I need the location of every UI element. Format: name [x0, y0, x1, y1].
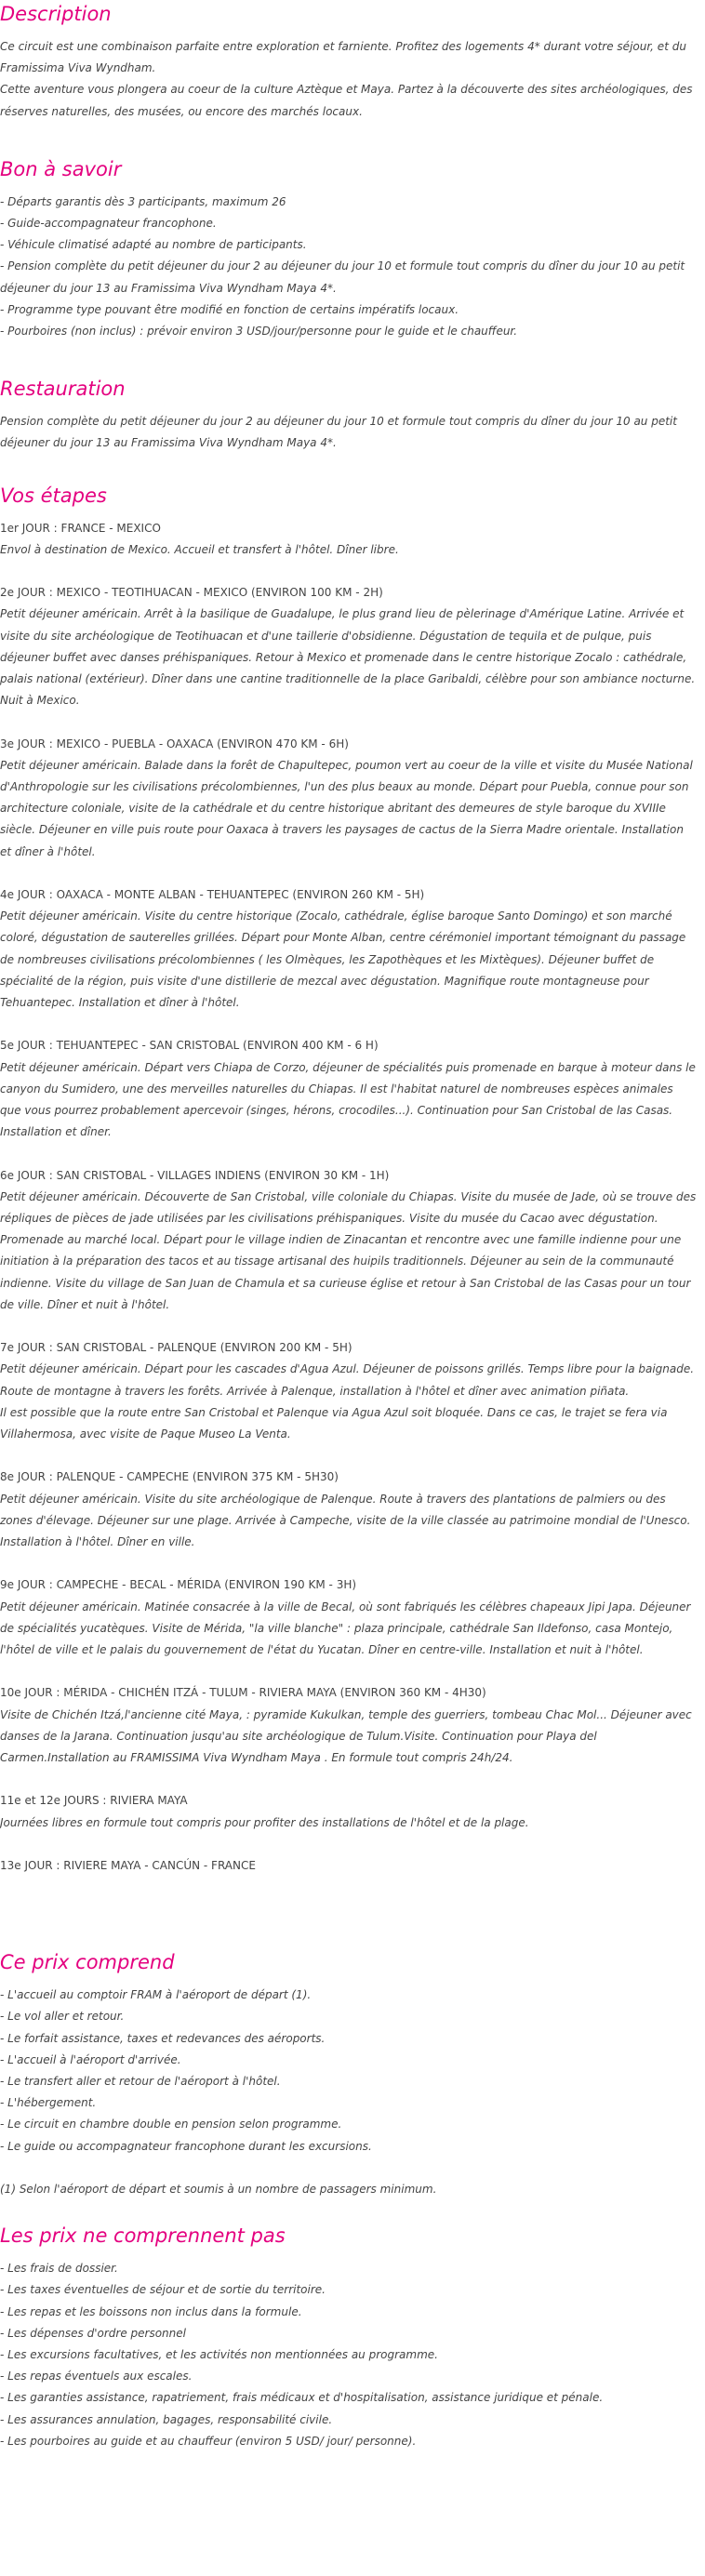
- description-section: [0, 0, 698, 123]
- step-title: 4e JOUR : OAXACA - MONTE ALBAN - TEHUANTEPEC (ENVIRON 260 KM - 5H): [0, 888, 425, 902]
- bon-a-savoir-item: - Pension complète du petit déjeuner du jour 2 au déjeuner du jour 10 et formule tout compris du dîner du jour 10 au petit déjeuner du jour 13 au Framissima Viva Wyndham Maya 4*.: [0, 259, 685, 295]
- prix-ne-comprend-pas-heading: Les prix ne comprennent pas: [0, 2224, 286, 2248]
- step-title: 8e JOUR : PALENQUE - CAMPECHE (ENVIRON 375 KM - 5H30): [0, 1470, 339, 1484]
- step-day-2: [0, 582, 698, 711]
- prix-comprend-item: - Le transfert aller et retour de l'aéroport à l'hôtel.: [0, 2075, 281, 2089]
- step-title: 10e JOUR : MÉRIDA - CHICHÉN ITZÁ - TULUM - RIVIERA MAYA (ENVIRON 360 KM - 4H30): [0, 1686, 486, 1700]
- step-text: Petit déjeuner américain. Départ pour les cascades d'Agua Azul. Déjeuner de poissons grillés. Temps libre pour la baignade. Route de montagne à travers les forêts. Arrivée à Palenque, installation à l'hôtel et dîner avec animation piñata.: [0, 1362, 695, 1398]
- prix-exclus-item: - Les repas éventuels aux escales.: [0, 2370, 193, 2383]
- step-text: Petit déjeuner américain. Départ vers Chiapa de Corzo, déjeuner de spécialités puis promenade en barque à moteur dans le canyon du Sumidero, une des merveilles naturelles du Chiapas. Il est l'habitat naturel de nombreuses espèces animales que vous pourrez probablement apercevoir (singes, hérons, crocodiles...). Continuation pour San Cristobal de las Casas. Installation et dîner.: [0, 1060, 696, 1139]
- prix-comprend-item: - L'hébergement.: [0, 2096, 97, 2110]
- step-day-9: [0, 1574, 698, 1661]
- step-title: 6e JOUR : SAN CRISTOBAL - VILLAGES INDIENS (ENVIRON 30 KM - 1H): [0, 1168, 390, 1182]
- restauration-heading: Restauration: [0, 378, 126, 401]
- step-text: Journées libres en formule tout compris pour profiter des installations de l'hôtel et de la plage.: [0, 1815, 529, 1829]
- prix-ne-comprend-pas-section: [0, 2223, 698, 2452]
- description-heading: Description: [0, 3, 112, 25]
- bon-a-savoir-item: - Véhicule climatisé adapté au nombre de participants.: [0, 238, 307, 252]
- step-day-7: [0, 1337, 698, 1445]
- prix-comprend-note: (1) Selon l'aéroport de départ et soumis à un nombre de passagers minimum.: [0, 2182, 437, 2196]
- bon-a-savoir-item: - Guide-accompagnateur francophone.: [0, 217, 217, 231]
- restauration-text: Pension complète du petit déjeuner du jour 2 au déjeuner du jour 10 et formule tout compris du dîner du jour 10 au petit déjeuner du jour 13 au Framissima Viva Wyndham Maya 4*.: [0, 415, 677, 450]
- step-text: Petit déjeuner américain. Balade dans la forêt de Chapultepec, poumon vert au coeur de la ville et visite du Musée National d'Anthropologie sur les civilisations précolombiennes, l'un des plus beaux au monde. Départ pour Puebla, connue pour son architecture coloniale, visite de la cathédrale et du centre historique abritant des demeures de style baroque du XVIIIe siècle. Déjeuner en ville puis route pour Oaxaca à travers les paysages de cactus de la Sierra Madre orientale. Installation et dîner à l'hôtel.: [0, 758, 693, 858]
- bon-a-savoir-heading: Bon à savoir: [0, 157, 122, 180]
- step-text: Petit déjeuner américain. Visite du centre historique (Zocalo, cathédrale, église baroque Santo Domingo) et son marché coloré, dégustation de sauterelles grillées. Départ pour Monte Alban, centre cérémoniel important témoignant du passage de nombreuses civilisations précolombiennes ( les Olmèques, les Zapothèques et les Mixtèques). Déjeuner buffet de spécialité de la région, puis visite d'une distillerie de mezcal avec dégustation. Magnifique route montagneuse pour Tehuantepec. Installation et dîner à l'hôtel.: [0, 910, 686, 1010]
- prix-comprend-item: - L'accueil à l'aéroport d'arrivée.: [0, 2052, 181, 2066]
- prix-exclus-item: - Les assurances annulation, bagages, responsabilité civile.: [0, 2412, 333, 2426]
- restauration-section: [0, 376, 698, 454]
- step-day-11-12: [0, 1790, 698, 1833]
- prix-exclus-item: - Les garanties assistance, rapatriement, frais médicaux et d'hospitalisation, assistance juridique et pénale.: [0, 2391, 604, 2405]
- step-day-3: [0, 734, 698, 863]
- prix-exclus-item: - Les excursions facultatives, et les activités non mentionnées au programme.: [0, 2347, 438, 2361]
- prix-comprend-item: - Le guide ou accompagnateur francophone durant les excursions.: [0, 2139, 372, 2153]
- bon-a-savoir-item: - Pourboires (non inclus) : prévoir environ 3 USD/jour/personne pour le guide et le chauffeur.: [0, 325, 518, 339]
- step-title: 1er JOUR : FRANCE - MEXICO: [0, 521, 161, 535]
- step-title: 9e JOUR : CAMPECHE - BECAL - MÉRIDA (ENVIRON 190 KM - 3H): [0, 1578, 357, 1592]
- bon-a-savoir-item: - Programme type pouvant être modifié en fonction de certains impératifs locaux.: [0, 302, 459, 316]
- step-text: Petit déjeuner américain. Matinée consacrée à la ville de Becal, où sont fabriqués les célèbres chapeaux Jipi Japa. Déjeuner de spécialités yucatèques. Visite de Mérida, "la ville blanche" : plaza principale, cathédrale San Ildefonso, casa Montejo, l'hôtel de ville et le palais du gouvernement de l'état du Yucatan. Dîner en centre-ville. Installation et nuit à l'hôtel.: [0, 1600, 691, 1657]
- prix-exclus-item: - Les pourboires au guide et au chauffeur (environ 5 USD/ jour/ personne).: [0, 2434, 417, 2448]
- description-paragraph-1: Ce circuit est une combinaison parfaite entre exploration et farniente. Profitez des logements 4* durant votre séjour, et du Framissima Viva Wyndham.: [0, 40, 686, 75]
- step-text: Envol à destination de Mexico. Accueil et transfert à l'hôtel. Dîner libre.: [0, 542, 399, 556]
- step-day-5: [0, 1035, 698, 1143]
- step-day-1: [0, 518, 698, 561]
- bon-a-savoir-section: [0, 156, 698, 342]
- step-text: Petit déjeuner américain. Visite du site archéologique de Palenque. Route à travers des plantations de palmiers ou des zones d'élevage. Déjeuner sur une plage. Arrivée à Campeche, visite de la ville classée au patrimoine mondial de l'Unesco. Installation à l'hôtel. Dîner en ville.: [0, 1492, 691, 1549]
- etapes-section: [0, 483, 698, 1878]
- step-day-10: [0, 1682, 698, 1769]
- prix-exclus-item: - Les frais de dossier.: [0, 2262, 118, 2276]
- prix-comprend-item: - Le circuit en chambre double en pension selon programme.: [0, 2118, 342, 2131]
- bon-a-savoir-item: - Départs garantis dès 3 participants, maximum 26: [0, 194, 286, 208]
- step-title: 5e JOUR : TEHUANTEPEC - SAN CRISTOBAL (ENVIRON 400 KM - 6 H): [0, 1039, 379, 1053]
- step-title: 11e et 12e JOURS : RIVIERA MAYA: [0, 1794, 188, 1808]
- step-day-6: [0, 1165, 698, 1316]
- step-title: 3e JOUR : MEXICO - PUEBLA - OAXACA (ENVIRON 470 KM - 6H): [0, 737, 349, 750]
- etapes-heading: Vos étapes: [0, 484, 107, 507]
- step-day-4: [0, 884, 698, 1014]
- prix-exclus-item: - Les taxes éventuelles de séjour et de sortie du territoire.: [0, 2283, 326, 2297]
- step-title: 13e JOUR : RIVIERE MAYA - CANCÚN - FRANCE: [0, 1859, 256, 1873]
- step-day-13: [0, 1855, 698, 1877]
- step-day-8: [0, 1467, 698, 1553]
- prix-comprend-item: - Le vol aller et retour.: [0, 2010, 125, 2024]
- prix-comprend-section: [0, 1949, 698, 2200]
- step-text: Il est possible que la route entre San Cristobal et Palenque via Agua Azul soit bloquée. Dans ce cas, le trajet se fera via Villahermosa, avec visite de Paque Museo La Venta.: [0, 1405, 668, 1441]
- prix-comprend-item: - L'accueil au comptoir FRAM à l'aéroport de départ (1).: [0, 1988, 312, 2002]
- prix-exclus-item: - Les repas et les boissons non inclus dans la formule.: [0, 2304, 302, 2318]
- step-title: 2e JOUR : MEXICO - TEOTIHUACAN - MEXICO (ENVIRON 100 KM - 2H): [0, 586, 383, 600]
- prix-comprend-item: - Le forfait assistance, taxes et redevances des aéroports.: [0, 2031, 326, 2045]
- step-title: 7e JOUR : SAN CRISTOBAL - PALENQUE (ENVIRON 200 KM - 5H): [0, 1341, 352, 1355]
- description-paragraph-2: Cette aventure vous plongera au coeur de la culture Aztèque et Maya. Partez à la découverte des sites archéologiques, des réserves naturelles, des musées, ou encore des marchés locaux.: [0, 83, 693, 118]
- prix-comprend-heading: Ce prix comprend: [0, 1951, 175, 1974]
- step-text: Petit déjeuner américain. Découverte de San Cristobal, ville coloniale du Chiapas. Visite du musée de Jade, où se trouve des répliques de pièces de jade utilisées par les civilisations préhispaniques. Visite du musée du Cacao avec dégustation. Promenade au marché local. Départ pour le village indien de Zinacantan et rencontre avec une famille indienne pour une initiation à la préparation des tacos et au tissage artisanal des huipils traditionnels. Déjeuner au sein de la communauté indienne. Visite du village de San Juan de Chamula et sa curieuse église et retour à San Cristobal de las Casas pour un tour de ville. Dîner et nuit à l'hôtel.: [0, 1189, 697, 1311]
- step-text: Visite de Chichén Itzá,l'ancienne cité Maya, : pyramide Kukulkan, temple des guerriers, tombeau Chac Mol... Déjeuner avec danses de la Jarana. Continuation jusqu'au site archéologique de Tulum.Visite. Continuation pour Playa del Carmen.Installation au FRAMISSIMA Viva Wyndham Maya . En formule tout compris 24h/24.: [0, 1707, 692, 1765]
- prix-exclus-item: - Les dépenses d'ordre personnel: [0, 2326, 186, 2340]
- step-text: Petit déjeuner américain. Arrêt à la basilique de Guadalupe, le plus grand lieu de pèlerinage d'Amérique Latine. Arrivée et visite du site archéologique de Teotihuacan et d'une taillerie d'obsidienne. Dégustation de tequila et de pulque, puis déjeuner buffet avec danses préhispaniques. Retour à Mexico et promenade dans le centre historique Zocalo : cathédrale, palais national (extérieur). Dîner dans une cantine traditionnelle de la place Garibaldi, célèbre pour son ambiance nocturne. Nuit à Mexico.: [0, 607, 696, 708]
